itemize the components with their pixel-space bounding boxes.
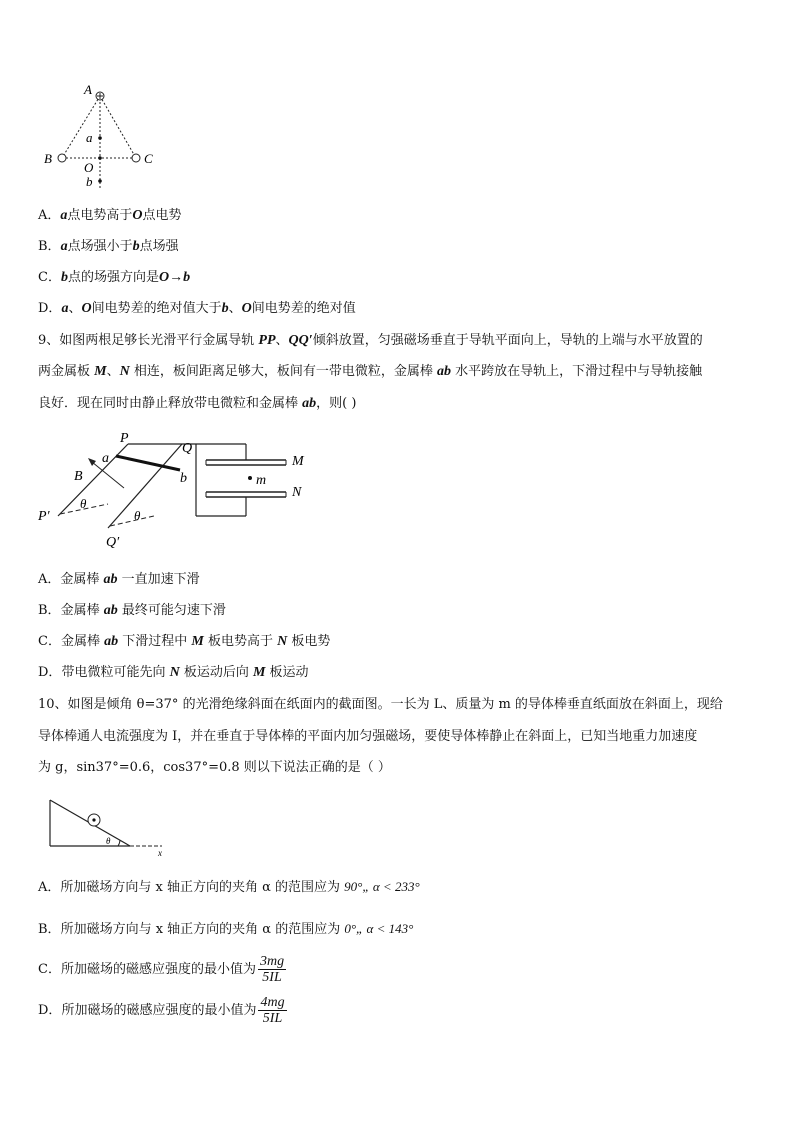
q8-option-a[interactable]: A．a点电势高于O点电势 [38, 208, 182, 223]
figure-rails-plates [36, 428, 326, 553]
label-P: P [120, 431, 129, 446]
q9-option-b[interactable]: B．金属棒 ab 最终可能匀速下滑 [38, 603, 226, 618]
q9-option-c[interactable]: C．金属棒 ab 下滑过程中 M 板电势高于 N 板电势 [38, 634, 331, 649]
label-x: x [158, 848, 162, 858]
label-Qprime: Q′ [106, 535, 120, 550]
q10-option-a[interactable]: A．所加磁场方向与 x 轴正方向的夹角 α 的范围应为 90°„ α < 233° [38, 879, 420, 895]
q10-stem-line1: 10、如图是倾角 θ=37° 的光滑绝缘斜面在纸面内的截面图。一长为 L、质量为 m 的导体棒垂直纸面放在斜面上，现给 [38, 697, 723, 712]
q9-option-a[interactable]: A．金属棒 ab 一直加速下滑 [38, 572, 200, 587]
figure-incline [44, 796, 174, 858]
q10-option-c[interactable]: C．所加磁场的磁感应强度的最小值为 $\frac{3mg}{5IL}$ [38, 954, 285, 985]
figure-charge-triangle [40, 80, 170, 195]
label-theta-1: θ [80, 496, 87, 511]
label-theta: θ [106, 836, 111, 846]
label-rod-b: b [180, 471, 187, 486]
q9-stem-line2: 两金属板 M、N 相连，板间距离足够大，板间有一带电微粒，金属棒 ab 水平跨放在导轨上，下滑过程中与导轨接触 [38, 364, 703, 379]
q8-option-c[interactable]: C．b点的场强方向是O→b [38, 270, 191, 285]
q9-stem-line3: 良好．现在同时由静止释放带电微粒和金属棒 ab，则( ) [38, 396, 357, 411]
label-B: B [44, 151, 52, 166]
q9-option-d[interactable]: D．带电微粒可能先向 N 板运动后向 M 板运动 [38, 665, 309, 680]
label-A: A [84, 82, 92, 97]
q10-stem-line3: 为 g，sin37°=0.6，cos37°=0.8 则以下说法正确的是（ ） [38, 760, 391, 775]
label-M: M [292, 454, 304, 469]
label-Q: Q [182, 441, 193, 456]
q10-option-b[interactable]: B．所加磁场方向与 x 轴正方向的夹角 α 的范围应为 0°„ α < 143° [38, 921, 414, 937]
label-B-field: B [74, 469, 83, 484]
label-b: b [86, 174, 93, 189]
q9-stem-line1: 9、如图两根足够长光滑平行金属导轨 PP、QQ′倾斜放置，匀强磁场垂直于导轨平面向上，导轨的上端与水平放置的 [38, 333, 703, 348]
fraction-3mg-5IL: $\frac{3mg}{5IL}$ [259, 954, 285, 985]
fraction-4mg-5IL: $\frac{4mg}{5IL}$ [260, 995, 285, 1026]
label-C: C [144, 151, 153, 166]
q8-option-b[interactable]: B．a点场强小于b点场强 [38, 239, 179, 254]
q10-stem-line2: 导体棒通人电流强度为 I，并在垂直于导体棒的平面内加匀强磁场，要使导体棒静止在斜面上，已知当地重力加速度 [38, 729, 698, 744]
label-Pprime: P′ [38, 509, 50, 524]
label-m: m [256, 473, 267, 488]
label-a: a [86, 130, 93, 145]
label-theta-2: θ [134, 508, 141, 523]
label-N: N [292, 485, 302, 500]
label-O: O [84, 160, 94, 175]
q8-option-d[interactable]: D．a、O间电势差的绝对值大于b、O间电势差的绝对值 [38, 301, 356, 316]
q10-option-d[interactable]: D．所加磁场的磁感应强度的最小值为 $\frac{4mg}{5IL}$ [38, 995, 285, 1026]
label-rod-a: a [102, 451, 109, 466]
